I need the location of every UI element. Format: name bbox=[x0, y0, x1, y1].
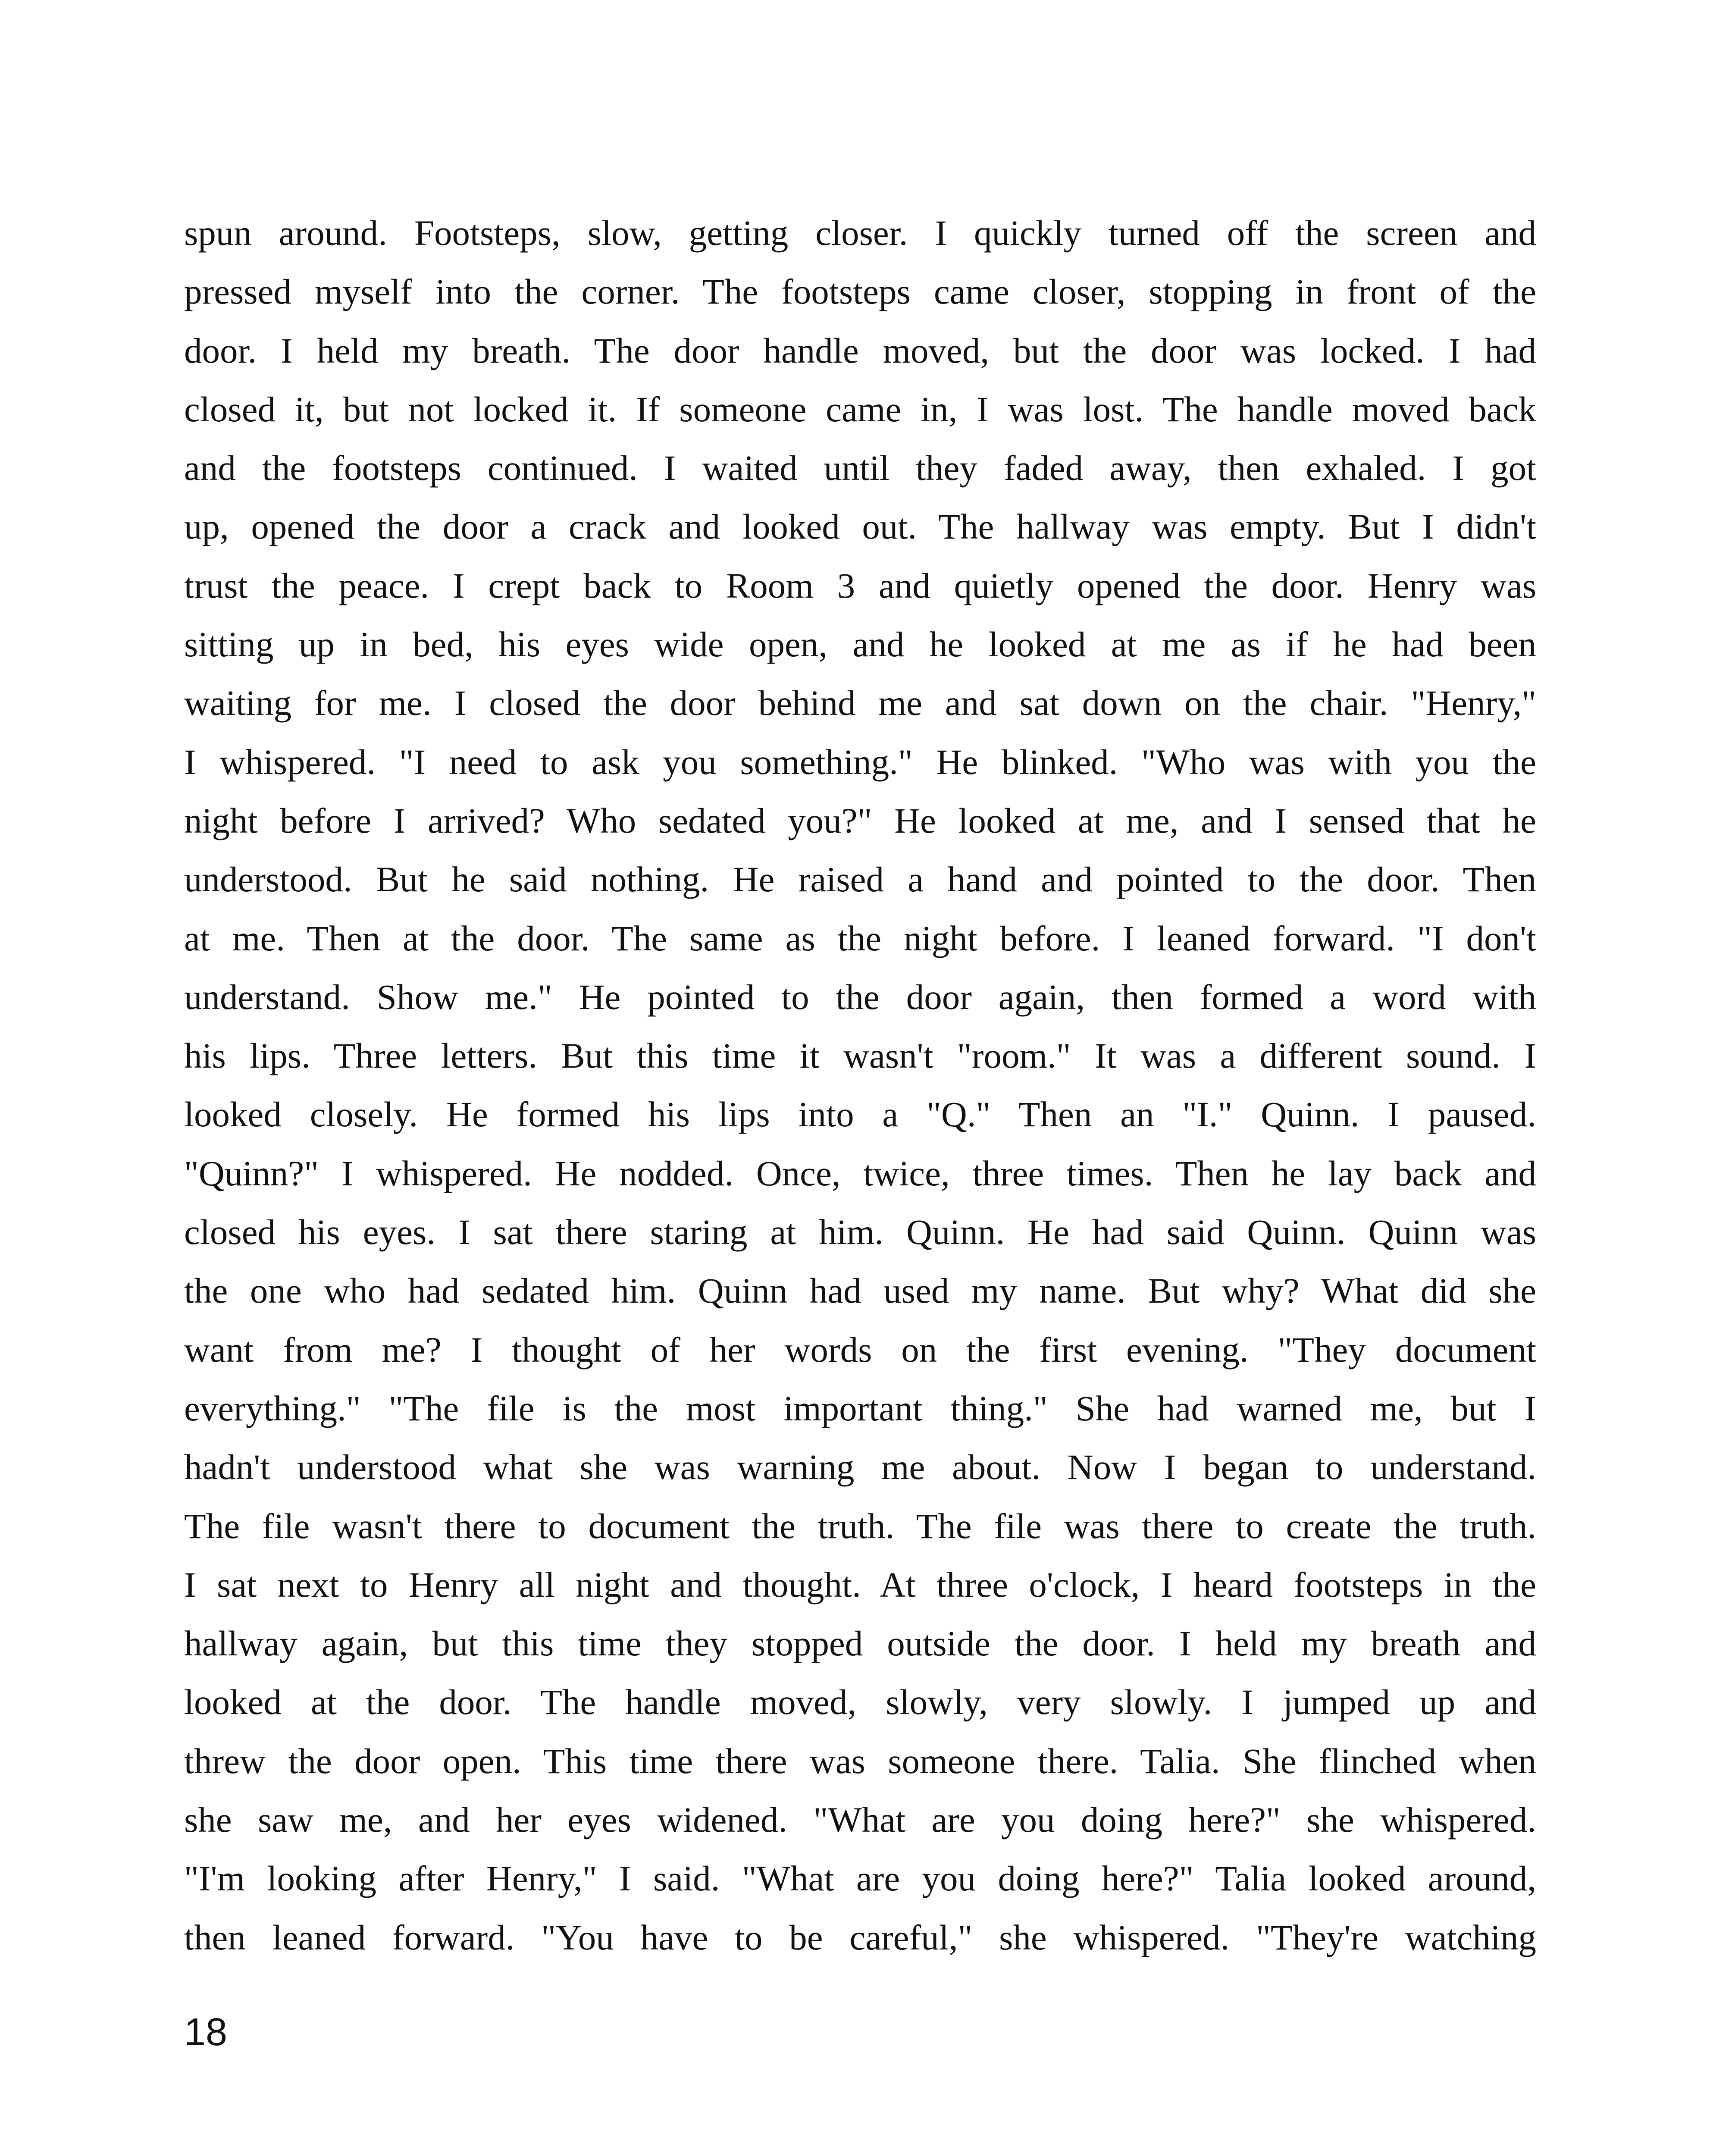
text-line: and the footsteps continued. I waited until they faded away, then exhaled. I got bbox=[184, 448, 1536, 488]
text-line: at me. Then at the door. The same as the night before. I leaned forward. "I don't bbox=[184, 918, 1536, 958]
text-line: his lips. Three letters. But this time it wasn't "room." It was a different sound. I bbox=[184, 1036, 1536, 1076]
text-line: looked closely. He formed his lips into a "Q." Then an "I." Quinn. I paused. bbox=[184, 1094, 1536, 1134]
text-line: closed his eyes. I sat there staring at him. Quinn. He had said Quinn. Quinn was bbox=[184, 1212, 1536, 1252]
text-line: then leaned forward. "You have to be careful," she whispered. "They're watching bbox=[184, 1917, 1536, 1957]
text-line: "Quinn?" I whispered. He nodded. Once, twice, three times. Then he lay back and bbox=[184, 1153, 1536, 1193]
text-line: she saw me, and her eyes widened. "What are you doing here?" she whispered. bbox=[184, 1800, 1536, 1840]
text-line: threw the door open. This time there was someone there. Talia. She flinched when bbox=[184, 1741, 1536, 1781]
text-line: everything." "The file is the most important thing." She had warned me, but I bbox=[184, 1388, 1536, 1428]
text-line: pressed myself into the corner. The footsteps came closer, stopping in front of the bbox=[184, 272, 1536, 312]
text-line: sitting up in bed, his eyes wide open, and he looked at me as if he had been bbox=[184, 624, 1536, 664]
text-line: looked at the door. The handle moved, slowly, very slowly. I jumped up and bbox=[184, 1682, 1536, 1722]
text-line: hallway again, but this time they stopped outside the door. I held my breath and bbox=[184, 1623, 1536, 1664]
text-line: waiting for me. I closed the door behind me and sat down on the chair. "Henry," bbox=[184, 683, 1536, 723]
text-line: I whispered. "I need to ask you something." He blinked. "Who was with you the bbox=[184, 742, 1536, 782]
text-line: closed it, but not locked it. If someone came in, I was lost. The handle moved back bbox=[184, 389, 1536, 429]
text-line: I sat next to Henry all night and thought. At three o'clock, I heard footsteps in the bbox=[184, 1564, 1536, 1604]
text-line: want from me? I thought of her words on the first evening. "They document bbox=[184, 1329, 1536, 1369]
text-line: The file wasn't there to document the truth. The file was there to create the truth. bbox=[184, 1506, 1536, 1546]
text-line: trust the peace. I crept back to Room 3 and quietly opened the door. Henry was bbox=[184, 565, 1536, 605]
text-line: night before I arrived? Who sedated you?" He looked at me, and I sensed that he bbox=[184, 800, 1536, 840]
body-text bbox=[184, 204, 1536, 1967]
text-line: the one who had sedated him. Quinn had used my name. But why? What did she bbox=[184, 1271, 1536, 1311]
page-number: 18 bbox=[184, 2011, 228, 2054]
text-line: spun around. Footsteps, slow, getting closer. I quickly turned off the screen and bbox=[184, 213, 1536, 253]
text-line: understood. But he said nothing. He raised a hand and pointed to the door. Then bbox=[184, 859, 1536, 899]
text-line: "I'm looking after Henry," I said. "What are you doing here?" Talia looked around, bbox=[184, 1858, 1536, 1899]
text-line: door. I held my breath. The door handle moved, but the door was locked. I had bbox=[184, 330, 1536, 370]
text-line: understand. Show me." He pointed to the door again, then formed a word with bbox=[184, 977, 1536, 1017]
text-line: up, opened the door a crack and looked out. The hallway was empty. But I didn't bbox=[184, 507, 1536, 547]
text-line: hadn't understood what she was warning me about. Now I began to understand. bbox=[184, 1447, 1536, 1487]
